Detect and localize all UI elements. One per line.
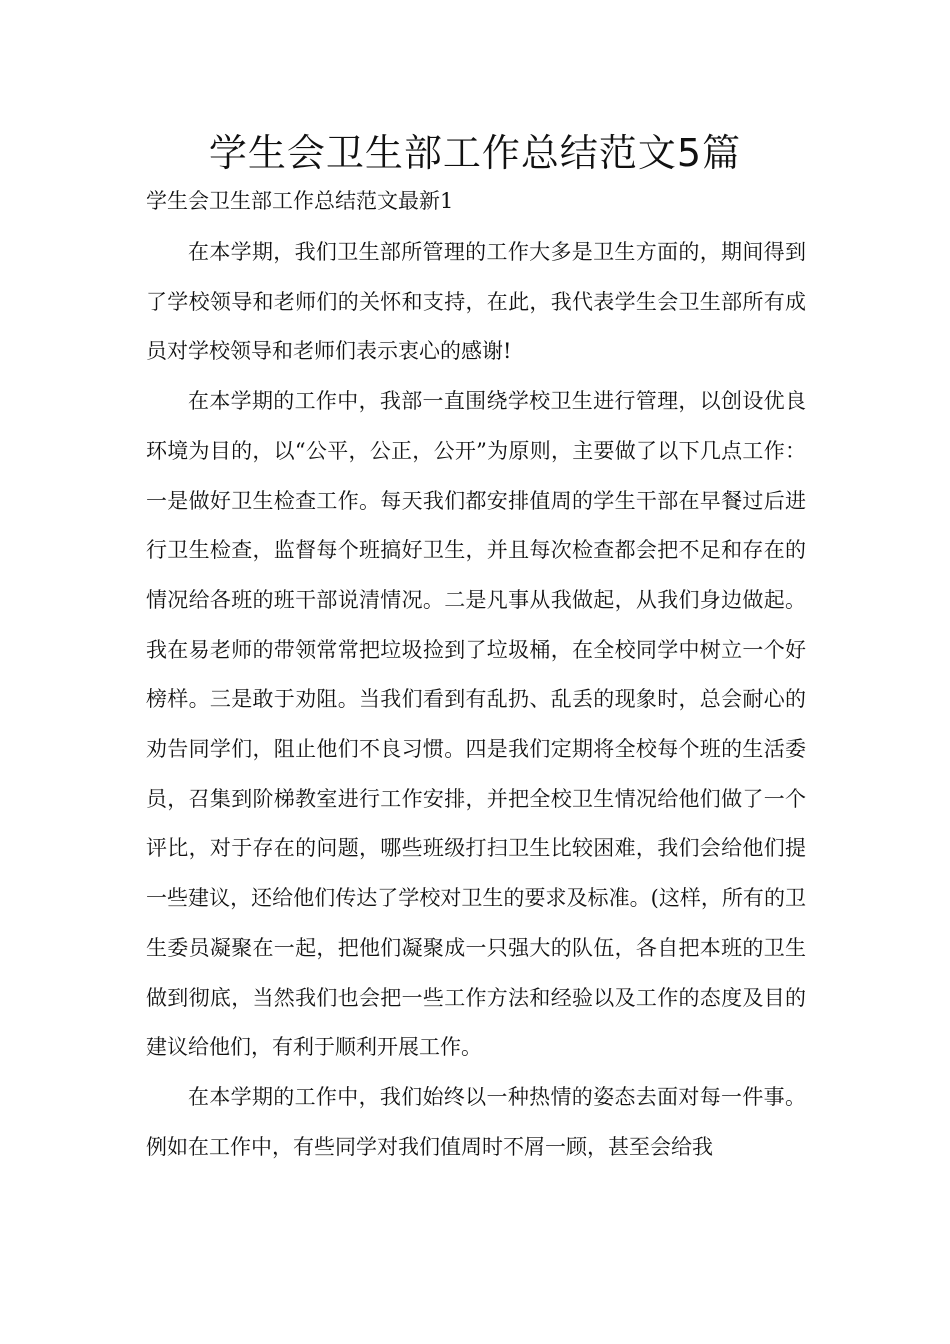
paragraph-3: 在本学期的工作中，我们始终以一种热情的姿态去面对每一件事。例如在工作中，有些同学对我们值周时不屑一顾，甚至会给我	[146, 1084, 806, 1159]
paragraph-2: 在本学期的工作中，我部一直围绕学校卫生进行管理，以创设优良环境为目的，以“公平，公正，公开”为原则，主要做了以下几点工作：一是做好卫生检查工作。每天我们都安排值周的学生干部在早餐过后进行卫生检查，监督每个班搞好卫生，并且每次检查都会把不足和存在的情况给各班的班干部说清情况。二是凡事从我做起，从我们身边做起。我在易老师的带领常常把垃圾捡到了垃圾桶，在全校同学中树立一个好榜样。三是敢于劝阻。当我们看到有乱扔、乱丢的现象时，总会耐心的劝告同学们，阻止他们不良习惯。四是我们定期将全校每个班的生活委员，召集到阶梯教室进行工作安排，并把全校卫生情况给他们做了一个评比，对于存在的问题，哪些班级打扫卫生比较困难，我们会给他们提一些建议，还给他们传达了学校对卫生的要求及标准。(这样，所有的卫生委员凝聚在一起，把他们凝聚成一只强大的队伍，各自把本班的卫生做到彻底，当然我们也会把一些工作方法和经验以及工作的态度及目的建议给他们，有利于顺利开展工作。	[146, 389, 806, 1060]
document-body	[146, 228, 806, 1172]
document-title: 学生会卫生部工作总结范文5篇	[208, 131, 742, 175]
section-heading: 学生会卫生部工作总结范文最新1	[146, 189, 454, 213]
paragraph-1: 在本学期，我们卫生部所管理的工作大多是卫生方面的，期间得到了学校领导和老师们的关怀和支持，在此，我代表学生会卫生部所有成员对学校领导和老师们表示衷心的感谢!	[146, 240, 806, 364]
